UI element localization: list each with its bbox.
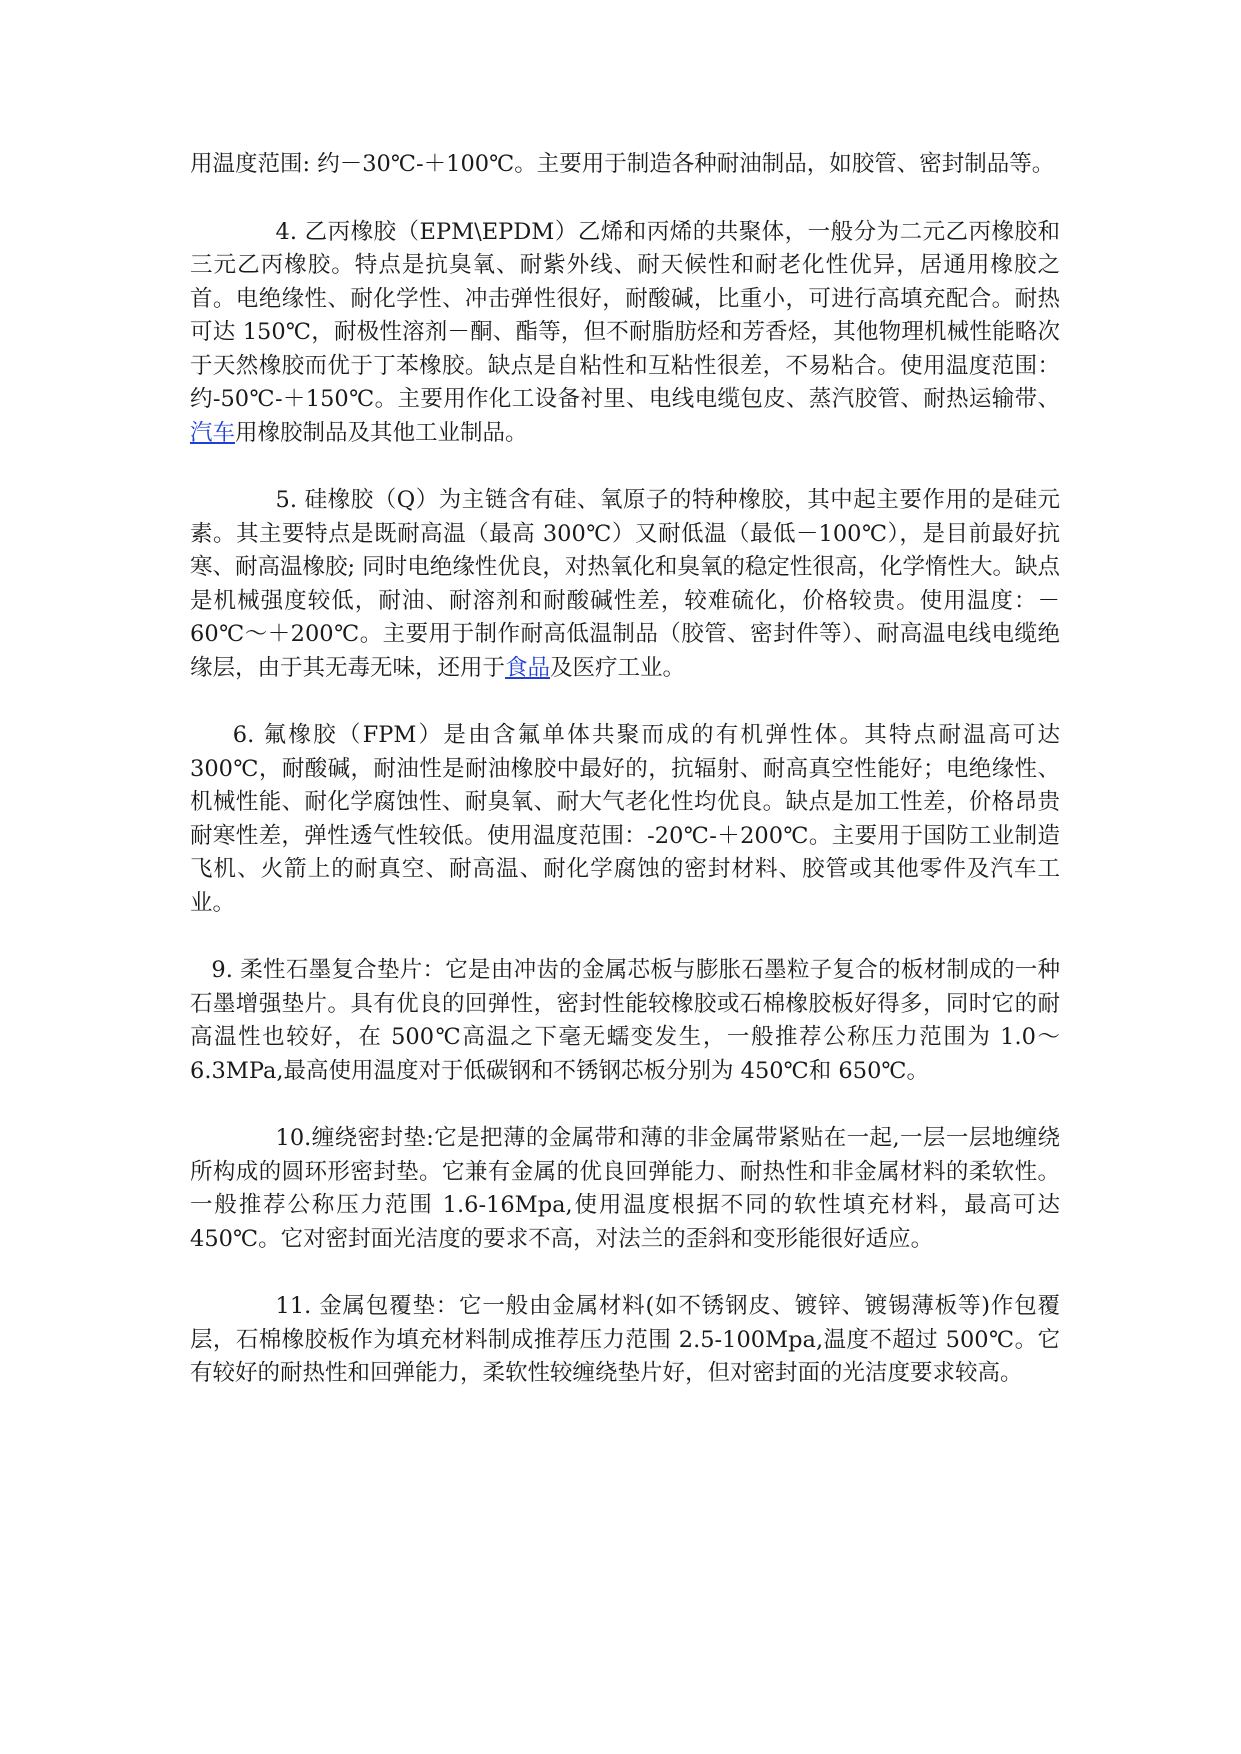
- paragraph-text: 9. 柔性石墨复合垫片：它是由冲齿的金属芯板与膨胀石墨粒子复合的板材制成的一种石墨增强垫片。具有优良的回弹性，密封性能较橡胶或石棉橡胶板好得多，同时它的耐高温性也较好，在 500℃高温之下毫无蠕变发生，一般推荐公称压力范围为 1.0～6.3MPa,最高使用温度对于低碳钢和不锈钢芯板分别为 450℃和 650℃。: [190, 957, 1060, 1084]
- paragraph-text: 用温度范围: 约－30℃-＋100℃。主要用于制造各种耐油制品，如胶管、密封制品等。: [190, 151, 1055, 177]
- paragraph-gap: [190, 1088, 1060, 1122]
- paragraph-epdm: [190, 216, 1060, 451]
- link-food[interactable]: 食品: [505, 654, 551, 681]
- paragraph-text: 5. 硅橡胶（Q）为主链含有硅、氧原子的特种橡胶，其中起主要作用的是硅元素。其主要特点是既耐高温（最高 300℃）又耐低温（最低－100℃），是目前最好抗寒、耐高温橡胶; 同时电绝缘性优良，对热氧化和臭氧的稳定性很高，化学惰性大。缺点是机械强度较低，耐油、耐溶剂和耐酸碱性差，较难硫化，价格较贵。使用温度：－60℃～＋200℃。主要用于制作耐高低温制品（胶管、密封件等）、耐高温电线电缆绝缘层，由于其无毒无味，还用于: [190, 487, 1060, 681]
- paragraph-text: 用橡胶制品及其他工业制品。: [235, 419, 528, 446]
- paragraph-silicone: [190, 484, 1060, 685]
- paragraph-text: 6. 氟橡胶（FPM）是由含氟单体共聚而成的有机弹性体。其特点耐温高可达 300℃，耐酸碱，耐油性是耐油橡胶中最好的，抗辐射、耐高真空性能好；电绝缘性、机械性能、耐化学腐蚀性、耐臭氧、耐大气老化性均优良。缺点是加工性差，价格昂贵耐寒性差，弹性透气性较低。使用温度范围：-20℃-＋200℃。主要用于国防工业制造飞机、火箭上的耐真空、耐高温、耐化学腐蚀的密封材料、胶管或其他零件及汽车工业。: [190, 722, 1060, 916]
- paragraph-gap: [190, 920, 1060, 954]
- link-car[interactable]: 汽车: [190, 419, 236, 446]
- paragraph-gap: [190, 685, 1060, 719]
- paragraph-graphite: [190, 954, 1060, 1088]
- paragraph-gap: [190, 182, 1060, 216]
- paragraph-nbr-tail: [190, 148, 1060, 182]
- paragraph-fpm: [190, 719, 1060, 920]
- paragraph-gap: [190, 1256, 1060, 1290]
- document-body: [190, 148, 1060, 1391]
- paragraph-text: 11. 金属包覆垫：它一般由金属材料(如不锈钢皮、镀锌、镀锡薄板等)作包覆层，石棉橡胶板作为填充材料制成推荐压力范围 2.5-100Mpa,温度不超过 500℃。它有较好的耐热性和回弹能力，柔软性较缠绕垫片好，但对密封面的光洁度要求较高。: [190, 1293, 1060, 1386]
- paragraph-jacketed: [190, 1290, 1060, 1391]
- paragraph-text: 4. 乙丙橡胶（EPM\EPDM）乙烯和丙烯的共聚体，一般分为二元乙丙橡胶和三元乙丙橡胶。特点是抗臭氧、耐紫外线、耐天候性和耐老化性优异，居通用橡胶之首。电绝缘性、耐化学性、冲击弹性很好，耐酸碱，比重小，可进行高填充配合。耐热可达 150℃，耐极性溶剂－酮、酯等，但不耐脂肪烃和芳香烃，其他物理机械性能略次于天然橡胶而优于丁苯橡胶。缺点是自粘性和互粘性很差，不易粘合。使用温度范围：约-50℃-＋150℃。主要用作化工设备衬里、电线电缆包皮、蒸汽胶管、耐热运输带、: [190, 218, 1060, 412]
- paragraph-gap: [190, 450, 1060, 484]
- paragraph-spiral: [190, 1122, 1060, 1256]
- paragraph-text: 10.缠绕密封垫:它是把薄的金属带和薄的非金属带紧贴在一起,一层一层地缠绕所构成的圆环形密封垫。它兼有金属的优良回弹能力、耐热性和非金属材料的柔软性。一般推荐公称压力范围 1.6-16Mpa,使用温度根据不同的软性填充材料，最高可达 450℃。它对密封面光洁度的要求不高，对法兰的歪斜和变形能很好适应。: [190, 1125, 1060, 1252]
- paragraph-text: 及医疗工业。: [550, 654, 686, 681]
